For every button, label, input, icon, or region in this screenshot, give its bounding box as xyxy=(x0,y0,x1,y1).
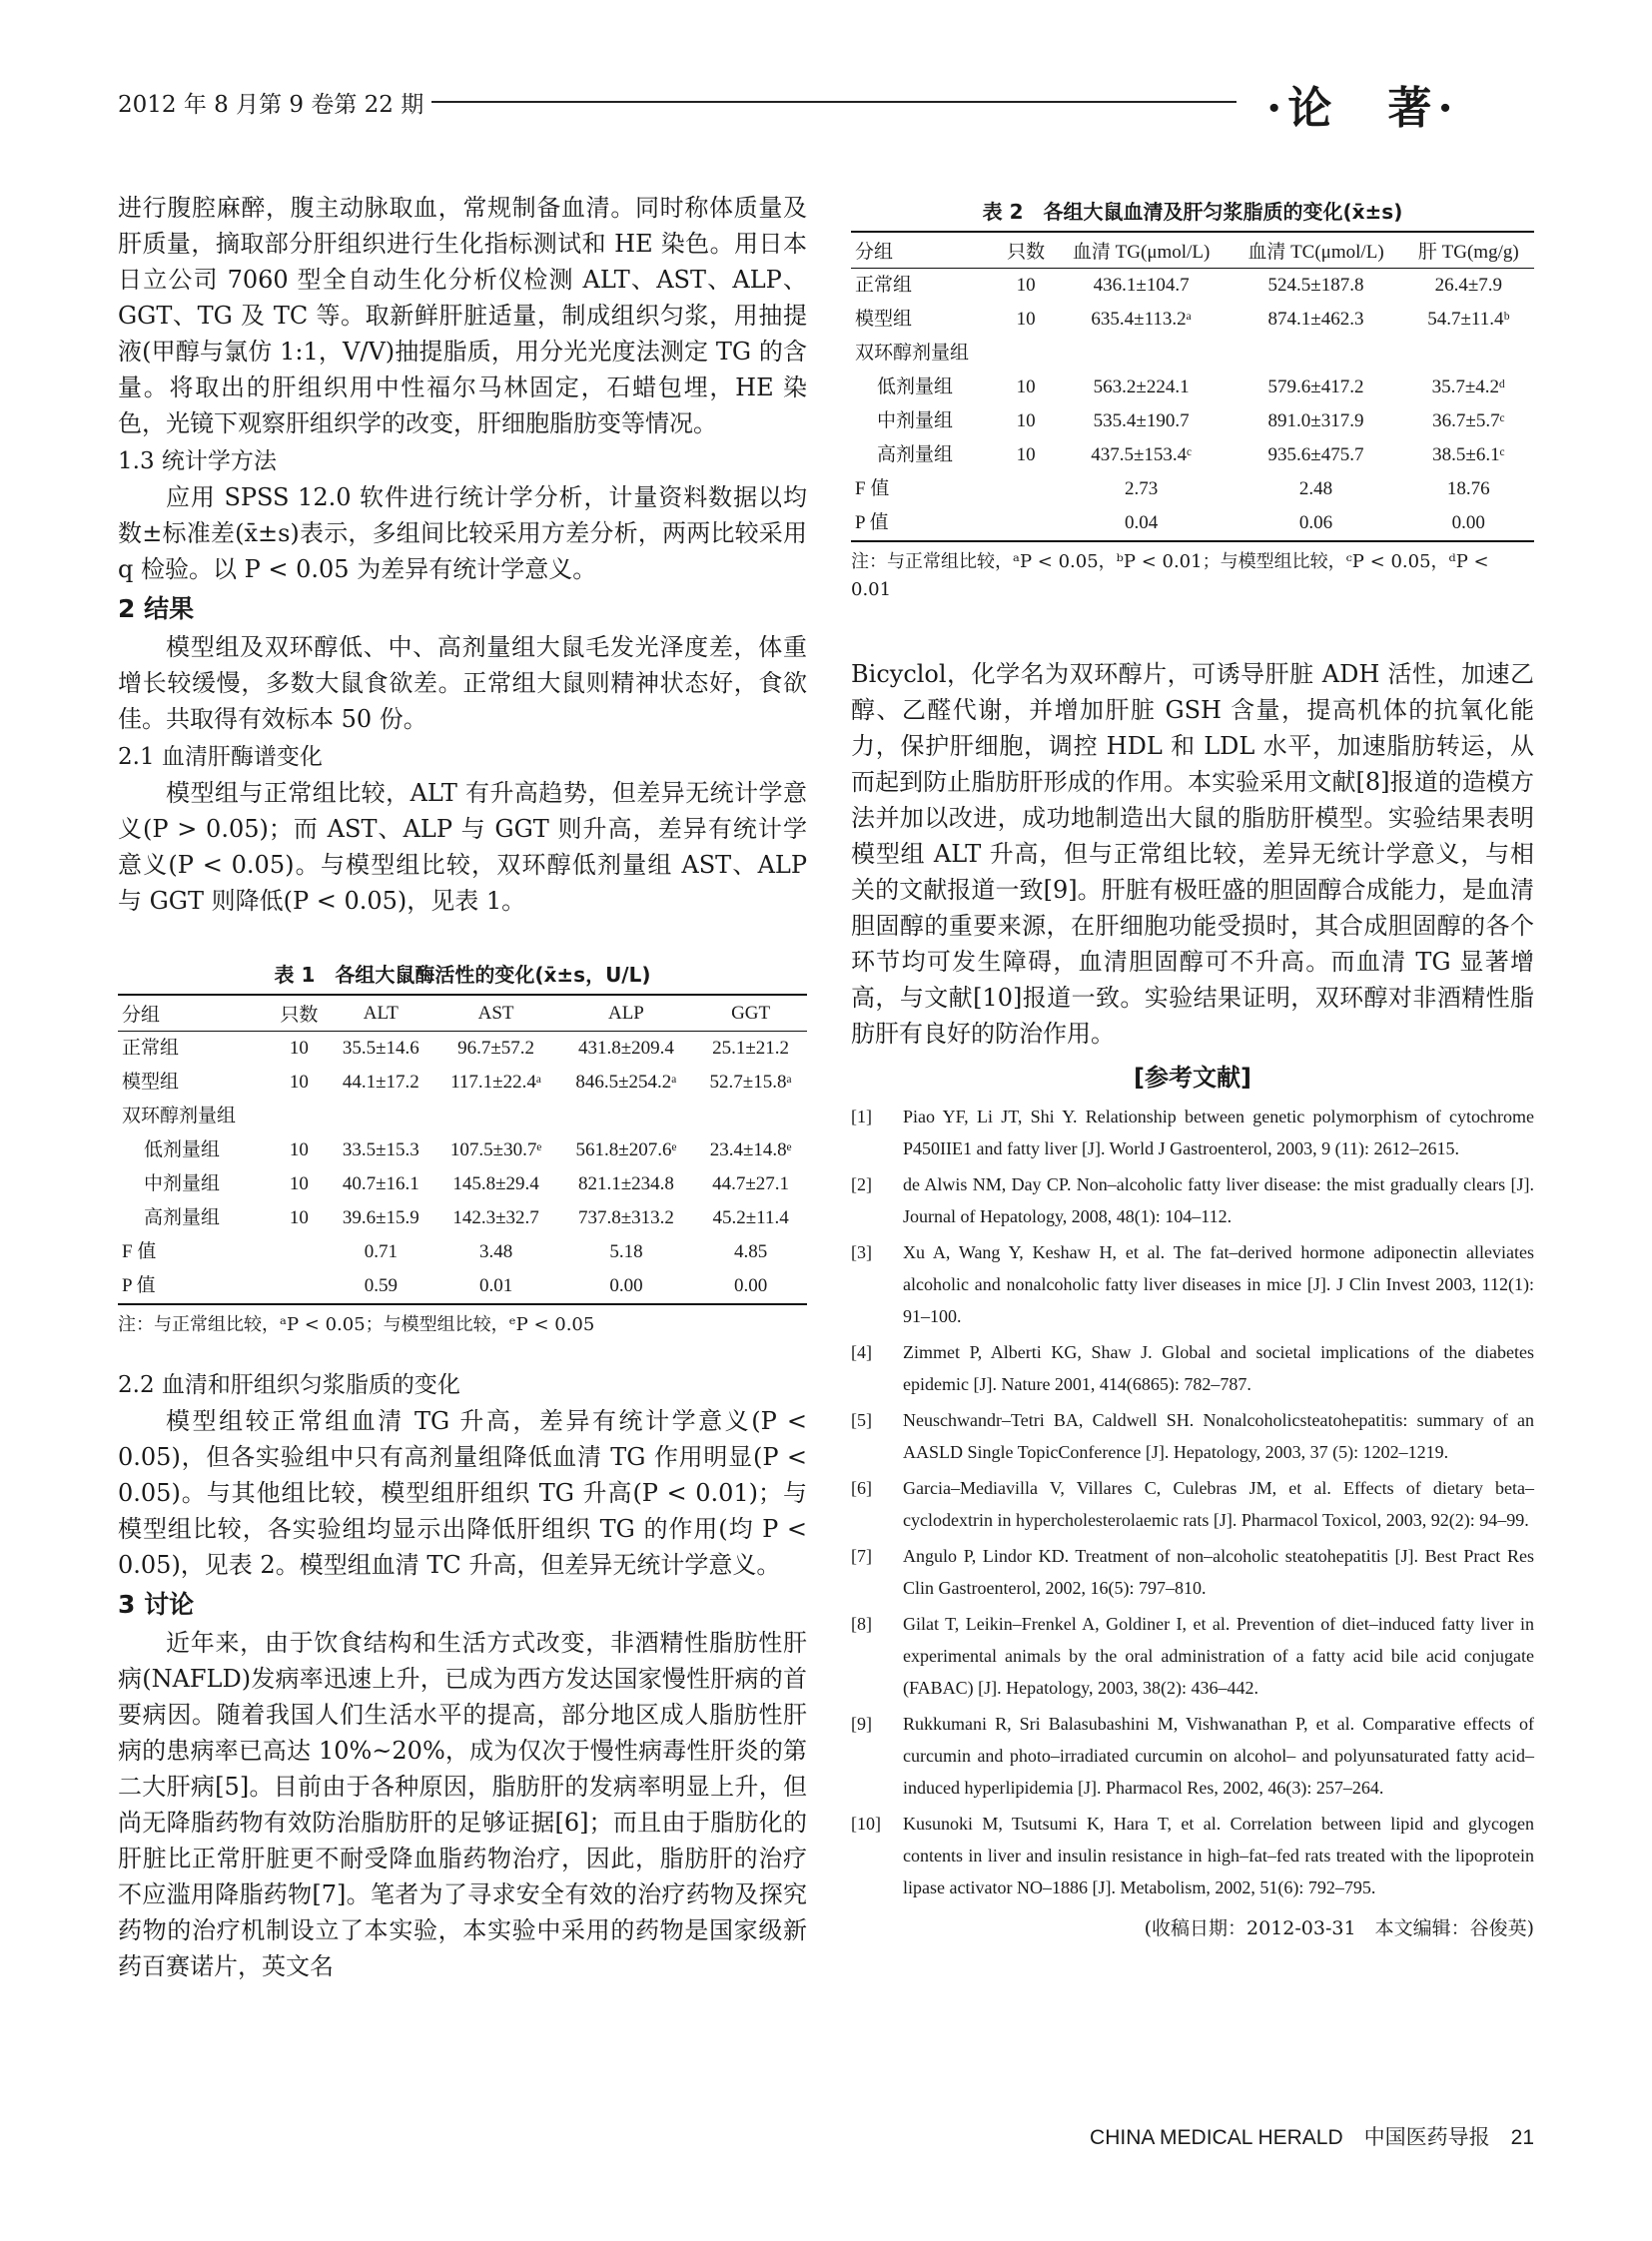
reference-item xyxy=(851,1404,1534,1468)
table-cell: 5.18 xyxy=(609,1241,643,1262)
table-cell: 935.6±475.7 xyxy=(1267,444,1364,465)
table-cell: 2.73 xyxy=(1124,478,1159,499)
table-row xyxy=(118,1133,807,1167)
table-cell: 737.8±313.2 xyxy=(577,1207,674,1228)
table-cell: 39.6±15.9 xyxy=(342,1207,419,1228)
table-cell: 10 xyxy=(1016,444,1036,465)
table-cell: F 值 xyxy=(855,478,890,499)
table-cell: 891.0±317.9 xyxy=(1267,410,1364,431)
table-cell: 0.04 xyxy=(1054,506,1230,541)
table-cell: 846.5±254.2ᵃ xyxy=(575,1072,677,1093)
table1-col-0: 分组 xyxy=(118,995,271,1032)
table-cell xyxy=(433,1100,557,1133)
table1-note: 注：与正常组比较，ᵃP < 0.05；与模型组比较，ᵉP < 0.05 xyxy=(118,1314,595,1335)
table-cell: 40.7±16.1 xyxy=(342,1173,419,1194)
enzyme-paragraph: 模型组与正常组比较，ALT 有升高趋势，但差异无统计学意义(P > 0.05)；而 AST、ALP 与 GGT 则升高，差异有统计学意义(P < 0.05)。与模型组比较，双环醇低剂量组 AST、ALP 与 GGT 则降低(P < 0.05)，见表 1。 xyxy=(118,779,807,915)
table-cell: 中剂量组 xyxy=(144,1173,221,1194)
references-title: [参考文献] xyxy=(1134,1064,1251,1092)
table-cell: 10 xyxy=(1016,376,1036,397)
table-cell: 535.4±190.7 xyxy=(1093,410,1190,431)
methods-paragraph: 进行腹腔麻醉，腹主动脉取血，常规制备血清。同时称体质量及肝质量，摘取部分肝组织进行生化指标测试和 HE 染色。用日本日立公司 7060 型全自动生化分析仪检测 ALT、AST、ALP、GGT、TG 及 TC 等。取新鲜肝脏适量，制成组织匀浆，用抽提液(甲醇与氯仿 1:1，V/V)抽提脂质，用分光光度法测定 TG 的含量。将取出的肝组织用中性福尔马林固定，石蜡包埋，HE 染色，光镜下观察肝组织学的改变，肝细胞脂肪变等情况。 xyxy=(118,194,807,437)
table1-col-1: 只数 xyxy=(271,995,329,1032)
table-cell: 10 xyxy=(1016,275,1036,296)
right-column xyxy=(851,196,1534,1940)
table-cell: 38.5±6.1ᶜ xyxy=(1432,444,1505,465)
reference-number: [2] xyxy=(851,1174,872,1194)
reference-text: Angulo P, Lindor KD. Treatment of non–alcoholic steatohepatitis [J]. Best Pract Res Clin Gastroenterol, 2002, 16(5): 797–810. xyxy=(903,1546,1534,1598)
reference-item xyxy=(851,1708,1534,1804)
table-cell xyxy=(1229,337,1402,371)
table-cell: 10 xyxy=(289,1139,309,1160)
table-cell: 10 xyxy=(289,1173,309,1194)
table1-col-2: ALT xyxy=(328,995,433,1032)
reference-item xyxy=(851,1336,1534,1400)
table1-header-row xyxy=(118,995,807,1032)
table-cell: 10 xyxy=(289,1072,309,1093)
table-cell xyxy=(271,1100,329,1133)
table-cell: 44.1±17.2 xyxy=(342,1072,419,1093)
table1-col-5: GGT xyxy=(694,995,807,1032)
table-cell: 23.4±14.8ᵉ xyxy=(709,1139,792,1160)
table-cell: 4.85 xyxy=(733,1241,768,1262)
table-cell xyxy=(271,1269,329,1304)
reference-number: [7] xyxy=(851,1546,872,1566)
table-cell: 35.5±14.6 xyxy=(342,1038,419,1059)
reference-text: Gilat T, Leikin–Frenkel A, Goldiner I, et al. Prevention of diet–induced fatty liver in experimental animals by the oral administration of a fatty acid bile acid conjugate (FABAC) [J]. Hepatology, 2003, 38(2): 436–442. xyxy=(903,1614,1534,1698)
table-cell: 26.4±7.9 xyxy=(1434,275,1503,296)
table-cell xyxy=(558,1100,695,1133)
reference-text: de Alwis NM, Day CP. Non–alcoholic fatty liver disease: the mist gradually clears [J]. Journal of Hepatology, 2008, 48(1): 104–112. xyxy=(903,1174,1534,1226)
table-cell: 117.1±22.4ᵃ xyxy=(450,1072,542,1093)
table-cell: 模型组 xyxy=(122,1072,180,1093)
table-cell xyxy=(998,337,1054,371)
heading-2-2: 2.2 血清和肝组织匀浆脂质的变化 xyxy=(118,1372,460,1398)
table1 xyxy=(118,994,807,1305)
reference-number: [6] xyxy=(851,1478,872,1498)
table2-header-row xyxy=(851,232,1534,269)
issue-header: 2012 年 8 月第 9 卷第 22 期 xyxy=(118,92,424,118)
stats-paragraph: 应用 SPSS 12.0 软件进行统计学分析，计量资料数据以均数±标准差(x̄±s)表示，多组间比较采用方差分析，两两比较采用 q 检验。以 P < 0.05 为差异有统计学意义。 xyxy=(118,483,807,583)
table-cell: 0.00 xyxy=(1403,506,1534,541)
table-cell: 正常组 xyxy=(122,1038,180,1059)
table2-title: 表 2 各组大鼠血清及肝匀浆脂质的变化(x̄±s) xyxy=(982,200,1403,224)
page-footer: CHINA MEDICAL HERALD 中国医药导报 21 xyxy=(1090,2126,1534,2149)
table2-col-2: 血清 TG(μmol/L) xyxy=(1054,232,1230,269)
reference-item xyxy=(851,1168,1534,1232)
reference-text: Xu A, Wang Y, Keshaw H, et al. The fat–derived hormone adiponectin alleviates alcoholic and nonalcoholic fatty liver diseases in mice [J]. J Clin Invest 2003, 112(1): 91–100. xyxy=(903,1242,1534,1326)
table-cell: 3.48 xyxy=(478,1241,513,1262)
reference-item xyxy=(851,1101,1534,1164)
table-cell: 10 xyxy=(1016,309,1036,330)
table-cell: 0.00 xyxy=(558,1269,695,1304)
table1-title: 表 1 各组大鼠酶活性的变化(x̄±s，U/L) xyxy=(274,963,651,987)
table-cell: 35.7±4.2ᵈ xyxy=(1431,376,1505,397)
reference-text: Garcia–Mediavilla V, Villares C, Culebras JM, et al. Effects of dietary beta–cyclodextrin in hypercholesterolaemic rats [J]. Pharmacol Toxicol, 2003, 92(2): 94–99. xyxy=(903,1478,1534,1530)
table-cell: 中剂量组 xyxy=(877,410,954,431)
table-row xyxy=(851,438,1534,472)
results-paragraph: 模型组及双环醇低、中、高剂量组大鼠毛发光泽度差，体重增长较缓慢，多数大鼠食欲差。正常组大鼠则精神状态好，食欲佳。共取得有效标本 50 份。 xyxy=(118,633,807,733)
table-cell: 低剂量组 xyxy=(144,1139,221,1160)
reference-text: Neuschwandr–Tetri BA, Caldwell SH. Nonalcoholicsteatohepatitis: summary of an AASLD Single TopicConference [J]. Hepatology, 2003, 37 (5): 1202–1219. xyxy=(903,1410,1534,1462)
table-cell: 874.1±462.3 xyxy=(1267,309,1364,330)
lipid-paragraph: 模型组较正常组血清 TG 升高，差异有统计学意义(P < 0.05)，但各实验组中只有高剂量组降低血清 TG 作用明显(P < 0.05)。与其他组比较，模型组肝组织 TG 升高(P < 0.01)；与模型组比较，各实验组均显示出降低肝组织 TG 的作用(均 P < 0.05)，见表 2。模型组血清 TC 升高，但差异无统计学意义。 xyxy=(118,1407,807,1579)
reference-number: [1] xyxy=(851,1107,872,1126)
table-row xyxy=(851,404,1534,438)
table-cell: 2.48 xyxy=(1298,478,1333,499)
reference-text: Piao YF, Li JT, Shi Y. Relationship between genetic polymorphism of cytochrome P450IIE1 and fatty liver [J]. World J Gastroenterol, 2003, 9 (11): 2612–2615. xyxy=(903,1107,1534,1158)
table-cell: 821.1±234.8 xyxy=(577,1173,674,1194)
table-cell: 36.7±5.7ᶜ xyxy=(1432,410,1505,431)
reference-number: [3] xyxy=(851,1242,872,1262)
table-cell: 96.7±57.2 xyxy=(457,1038,535,1059)
reference-number: [10] xyxy=(851,1814,881,1834)
table-cell: 142.3±32.7 xyxy=(452,1207,539,1228)
table-row xyxy=(851,337,1534,371)
table-row xyxy=(851,269,1534,304)
table-cell: 33.5±15.3 xyxy=(342,1139,419,1160)
table-cell: 10 xyxy=(1016,410,1036,431)
table-row xyxy=(851,506,1534,541)
table-row xyxy=(118,1201,807,1235)
header-rule xyxy=(431,101,1237,103)
table-cell: 低剂量组 xyxy=(877,376,954,397)
reference-text: Kusunoki M, Tsutsumi K, Hara T, et al. Correlation between lipid and glycogen contents in liver and insulin resistance in high–fat–fed rats treated with the lipoprotein lipase activator NO–1886 [J]. Metabolism, 2002, 51(6): 792–795. xyxy=(903,1814,1534,1897)
table-cell: 0.00 xyxy=(694,1269,807,1304)
table-cell: 双环醇剂量组 xyxy=(122,1106,237,1126)
reference-number: [9] xyxy=(851,1714,872,1734)
heading-1-3: 1.3 统计学方法 xyxy=(118,448,277,474)
table-cell xyxy=(998,472,1054,506)
table-cell: 高剂量组 xyxy=(144,1207,221,1228)
table-cell: P 值 xyxy=(118,1269,271,1304)
discussion-continued: Bicyclol，化学名为双环醇片，可诱导肝脏 ADH 活性，加速乙醇、乙醛代谢，并增加肝脏 GSH 含量，提高机体的抗氧化能力，保护肝细胞，调控 HDL 和 LDL 水平，加速脂肪转运，从而起到防止脂肪肝形成的作用。本实验采用文献[8]报道的造模方法并加以改进，成功地制造出大鼠的脂肪肝模型。实验结果表明模型组 ALT 升高，但与正常组比较，差异无统计学意义，与相关的文献报道一致[9]。肝脏有极旺盛的胆固醇合成能力，是血清胆固醇的重要来源，在肝细胞功能受损时，其合成胆固醇的各个环节均可发生障碍，血清胆固醇可不升高。而血清 TG 显著增高，与文献[10]报道一致。实验结果证明，双环醇对非酒精性脂肪肝有良好的防治作用。 xyxy=(851,660,1534,1048)
table-cell: P 值 xyxy=(851,506,998,541)
table-cell: 0.59 xyxy=(328,1269,433,1304)
table-cell: 25.1±21.2 xyxy=(712,1038,790,1059)
table-cell: 54.7±11.4ᵇ xyxy=(1427,309,1510,330)
reference-text: Zimmet P, Alberti KG, Shaw J. Global and societal implications of the diabetes epidemic [J]. Nature 2001, 414(6865): 782–787. xyxy=(903,1342,1534,1394)
table1-col-4: ALP xyxy=(558,995,695,1032)
table-cell xyxy=(271,1235,329,1269)
table-cell: 561.8±207.6ᵉ xyxy=(575,1139,677,1160)
table-row xyxy=(118,1100,807,1133)
reference-item xyxy=(851,1472,1534,1536)
table2-col-4: 肝 TG(mg/g) xyxy=(1403,232,1534,269)
table-cell: 正常组 xyxy=(855,275,913,296)
table-cell: 45.2±11.4 xyxy=(712,1207,789,1228)
table-cell: 145.8±29.4 xyxy=(452,1173,539,1194)
left-column xyxy=(118,190,807,1984)
table-cell: 436.1±104.7 xyxy=(1093,275,1190,296)
reference-item xyxy=(851,1540,1534,1604)
table-cell xyxy=(1403,337,1534,371)
table2-col-1: 只数 xyxy=(998,232,1054,269)
table-cell: F 值 xyxy=(122,1241,157,1262)
table-cell: 635.4±113.2ᵃ xyxy=(1091,309,1192,330)
table-cell: 10 xyxy=(289,1038,309,1059)
table2 xyxy=(851,231,1534,542)
table-cell: 524.5±187.8 xyxy=(1267,275,1364,296)
table-cell: 563.2±224.1 xyxy=(1093,376,1190,397)
reference-number: [4] xyxy=(851,1342,872,1362)
reference-item xyxy=(851,1236,1534,1332)
table-row xyxy=(851,371,1534,404)
table-row xyxy=(118,1032,807,1067)
table-cell: 431.8±209.4 xyxy=(577,1038,674,1059)
reference-text: Rukkumani R, Sri Balasubashini M, Vishwanathan P, et al. Comparative effects of curcumin and photo–irradiated curcumin on alcohol– and polyunsaturated fatty acid–induced hyperlipidemia [J]. Pharmacol Res, 2002, 46(3): 257–264. xyxy=(903,1714,1534,1798)
references-list xyxy=(851,1101,1534,1903)
table-cell: 44.7±27.1 xyxy=(712,1173,790,1194)
received-date: (收稿日期：2012-03-31 本文编辑：谷俊英) xyxy=(1144,1917,1534,1939)
reference-item xyxy=(851,1608,1534,1704)
heading-3: 3 讨论 xyxy=(118,1590,195,1619)
section-label: ·论 著· xyxy=(1266,83,1459,134)
table-cell: 双环醇剂量组 xyxy=(855,343,970,364)
reference-item xyxy=(851,1808,1534,1903)
table-cell xyxy=(1054,337,1230,371)
table2-col-0: 分组 xyxy=(851,232,998,269)
table-row xyxy=(118,1235,807,1269)
table-row xyxy=(118,1167,807,1201)
table-cell: 18.76 xyxy=(1446,478,1490,499)
table-cell: 107.5±30.7ᵉ xyxy=(449,1139,542,1160)
table-cell xyxy=(694,1100,807,1133)
table-cell xyxy=(998,506,1054,541)
reference-number: [5] xyxy=(851,1410,872,1430)
heading-2-1: 2.1 血清肝酶谱变化 xyxy=(118,744,323,770)
reference-number: [8] xyxy=(851,1614,872,1634)
table-row xyxy=(851,472,1534,506)
table-cell: 437.5±153.4ᶜ xyxy=(1091,444,1193,465)
table2-col-3: 血清 TC(μmol/L) xyxy=(1229,232,1402,269)
table-cell: 高剂量组 xyxy=(877,444,954,465)
table-cell: 10 xyxy=(289,1207,309,1228)
table2-note: 注：与正常组比较，ᵃP < 0.05，ᵇP < 0.01；与模型组比较，ᶜP < 0.05，ᵈP < 0.01 xyxy=(851,551,1489,600)
table-cell: 0.06 xyxy=(1229,506,1402,541)
table-cell xyxy=(328,1100,433,1133)
table1-col-3: AST xyxy=(433,995,557,1032)
table-cell: 模型组 xyxy=(855,309,913,330)
discussion-paragraph: 近年来，由于饮食结构和生活方式改变，非酒精性脂肪性肝病(NAFLD)发病率迅速上升，已成为西方发达国家慢性肝病的首要病因。随着我国人们生活水平的提高，部分地区成人脂肪性肝病的患病率已高达 10%~20%，成为仅次于慢性病毒性肝炎的第二大肝病[5]。目前由于各种原因，脂肪肝的发病率明显上升，但尚无降脂药物有效防治脂肪肝的足够证据[6]；而且由于脂肪化的肝脏比正常肝脏更不耐受降血脂药物治疗，因此，脂肪肝的治疗不应滥用降脂药物[7]。笔者为了寻求安全有效的治疗药物及探究药物的治疗机制设立了本实验，本实验中采用的药物是国家级新药百赛诺片，英文名 xyxy=(118,1629,807,1980)
table-row xyxy=(118,1269,807,1304)
heading-2: 2 结果 xyxy=(118,594,195,623)
table-cell: 579.6±417.2 xyxy=(1267,376,1364,397)
table-cell: 0.01 xyxy=(433,1269,557,1304)
table-cell: 0.71 xyxy=(364,1241,398,1262)
table-row xyxy=(118,1066,807,1100)
table-row xyxy=(851,303,1534,337)
table-cell: 52.7±15.8ᵃ xyxy=(709,1072,792,1093)
